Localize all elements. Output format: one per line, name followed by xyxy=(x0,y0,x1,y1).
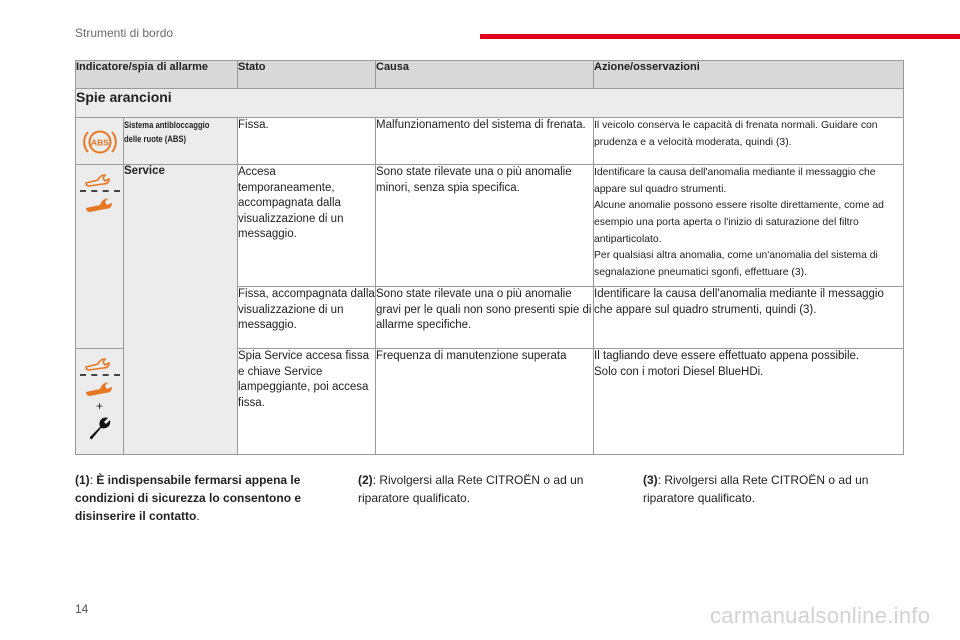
service-icon-cell xyxy=(76,165,124,349)
footnote-3 xyxy=(643,471,898,507)
abs-label: Sistema antibloccaggio delle ruote (ABS) xyxy=(124,120,210,145)
service-action-2: Identificare la causa dell'anomalia mediante il messaggio che appare sul quadro strumenti, quindi (3). xyxy=(594,287,904,349)
dashed-separator xyxy=(80,374,120,376)
service-action-3-line: Solo con i motori Diesel BlueHDi. xyxy=(594,365,764,378)
service-action-1-line: Alcune anomalie possono essere risolte direttamente, come ad esempio una porta aperta o l'inizio di saturazione del filtro antiparticolato. xyxy=(594,200,884,245)
abs-label-cell xyxy=(124,118,238,165)
abs-state: Fissa. xyxy=(238,118,376,165)
service-label: Service xyxy=(124,165,165,177)
service-state-2: Fissa, accompagnata dalla visualizzazione di un messaggio. xyxy=(238,287,376,349)
service-action-1-line: Per qualsiasi altra anomalia, come un'anomalia del sistema di segnalazione pneumatici sgonfi, effettuare (3). xyxy=(594,250,878,278)
column-header-indicator: Indicatore/spia di allarme xyxy=(76,61,238,89)
header-accent-bar xyxy=(480,34,960,39)
plus-sign: + xyxy=(95,399,103,413)
column-header-cause: Causa xyxy=(376,61,594,89)
service-cause-3: Frequenza di manutenzione superata xyxy=(376,349,594,455)
service-action-1 xyxy=(594,165,904,287)
footnote-2 xyxy=(358,471,608,507)
service-maintenance-icon-cell xyxy=(76,349,124,455)
watermark: carmanualsonline.info xyxy=(710,603,931,628)
black-wrench-icon xyxy=(87,415,113,441)
service-action-1-line: Identificare la causa dell'anomalia mediante il messaggio che appare sul quadro strumenti. xyxy=(594,167,876,195)
warning-lights-table xyxy=(75,60,904,455)
footnote-1-text: È indispensabile fermarsi appena le condizioni di sicurezza lo consentono e disinserire il contatto xyxy=(75,473,302,523)
footnote-2-ref: (2) xyxy=(358,473,373,487)
abs-action: Il veicolo conserva le capacità di frenata normali. Guidare con prudenza e a velocità moderata, quindi (3). xyxy=(594,118,904,165)
abs-cause: Malfunzionamento del sistema di frenata. xyxy=(376,118,594,165)
service-state-3: Spia Service accesa fissa e chiave Service lampeggiante, poi accesa fissa. xyxy=(238,349,376,455)
service-cause-2: Sono state rilevate una o più anomalie gravi per le quali non sono presenti spie di allarme specifiche. xyxy=(376,287,594,349)
dashed-separator xyxy=(80,190,120,192)
section-title: Strumenti di bordo xyxy=(75,26,174,40)
wrench-icon xyxy=(84,195,116,213)
column-header-action: Azione/osservazioni xyxy=(594,61,904,89)
wrench-outline-icon xyxy=(84,171,116,187)
section-heading: Spie arancioni xyxy=(76,89,904,118)
footnote-1-end: . xyxy=(196,509,200,523)
footnote-1: (1): È indispensabile fermarsi appena le condizioni di sicurezza lo consentono e disinserire il contatto. xyxy=(75,473,302,523)
abs-warning-icon xyxy=(83,128,117,156)
footnote-1-ref: (1) xyxy=(75,473,90,487)
service-state-1: Accesa temporaneamente, accompagnata dalla visualizzazione di un messaggio. xyxy=(238,165,376,287)
svg-text:ABS: ABS xyxy=(90,137,109,148)
footnote-3-ref: (3) xyxy=(643,473,658,487)
abs-icon-cell xyxy=(76,118,124,165)
footnote-2-text: : Rivolgersi alla Rete CITROËN o ad un riparatore qualificato. xyxy=(358,473,584,505)
service-label-cell xyxy=(124,165,238,455)
column-header-state: Stato xyxy=(238,61,376,89)
service-cause-1: Sono state rilevate una o più anomalie minori, senza spia specifica. xyxy=(376,165,594,287)
footnote-3-text: : Rivolgersi alla Rete CITROËN o ad un riparatore qualificato. xyxy=(643,473,869,505)
service-action-3 xyxy=(594,349,904,455)
wrench-icon xyxy=(84,379,116,397)
wrench-outline-icon xyxy=(84,355,116,371)
service-action-3-line: Il tagliando deve essere effettuato appena possibile. xyxy=(594,350,860,362)
page-number: 14 xyxy=(75,602,89,616)
